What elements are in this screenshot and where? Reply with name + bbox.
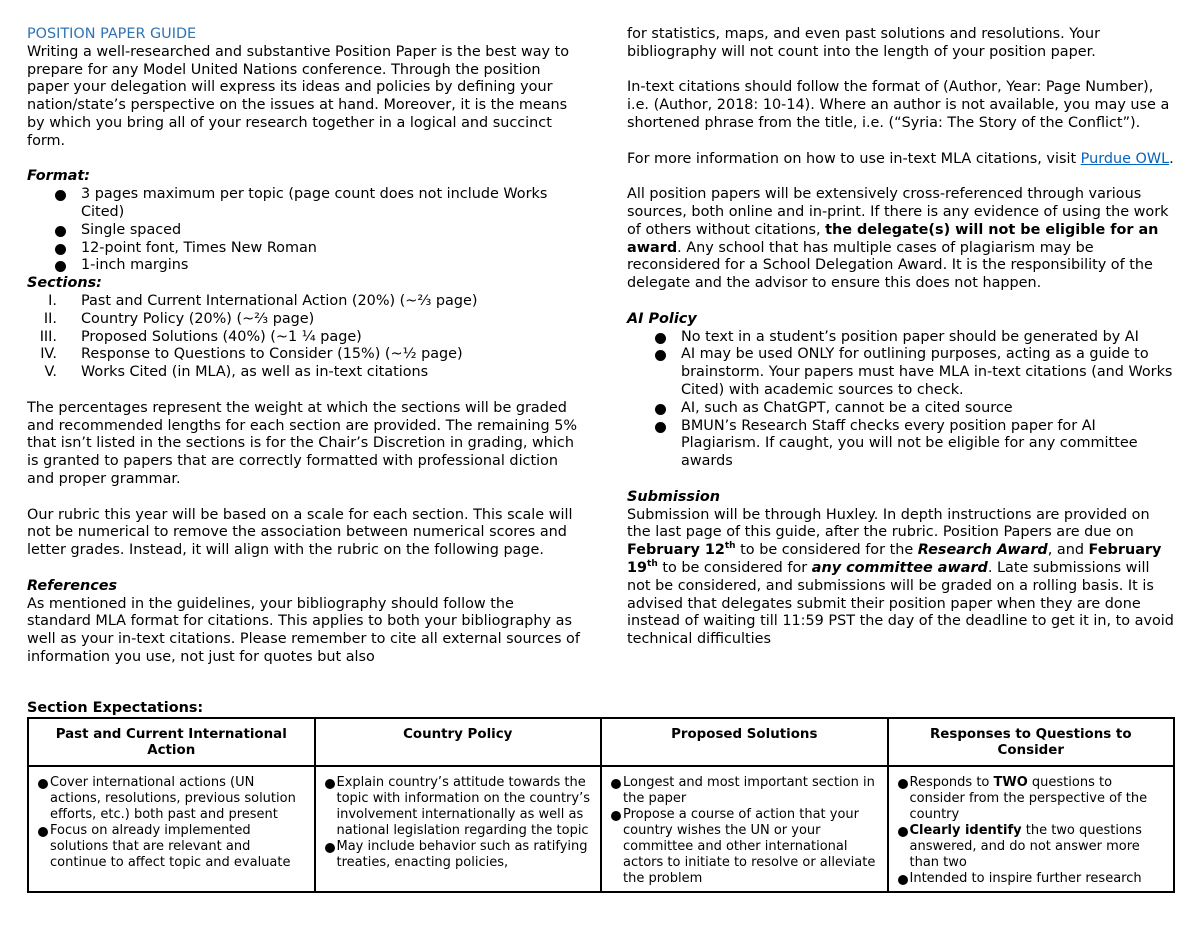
submission-text: to be considered for the [735, 542, 918, 559]
cell-bullet: Longest and most important section in the paper [610, 775, 881, 807]
section-text: Proposed Solutions (40%) (~1 ¼ page) [81, 328, 362, 345]
sections-heading: Sections: [27, 275, 102, 292]
submission-heading: Submission [627, 488, 721, 505]
format-item: 1-inch margins [55, 257, 580, 275]
cell-bullet: Cover international actions (UN actions, resolutions, previous solution efforts, etc.) both past and present [37, 775, 308, 823]
intext-paragraph: In-text citations should follow the format of (Author, Year: Page Number), i.e. (Author, 2018: 10-14). Where an author is not available, you may use a shortened phrase from the title, i.e. (“Syria: The Story of the Conflict”). [627, 79, 1170, 131]
table-cell [28, 766, 315, 892]
crossref-bold: the delegate(s) will not be eligible for an award [627, 221, 1159, 256]
due-date-1-text: February 12 [627, 542, 725, 559]
section-number: III. [39, 328, 57, 345]
table-cell [315, 766, 602, 892]
crossref-text: All position papers will be extensively cross-referenced through various sources, both online and in-print. If there is any evidence of using the work of others without citations, [627, 186, 1169, 238]
ordinal-suffix: th [724, 541, 736, 552]
purdue-owl-link[interactable]: Purdue OWL [1080, 150, 1170, 167]
table-row [28, 766, 1174, 892]
section-item [27, 329, 580, 347]
crossref-paragraph [627, 186, 1175, 293]
page-title: POSITION PAPER GUIDE [27, 26, 197, 42]
cell-bullet: Intended to inspire further research [897, 871, 1168, 887]
submission-text: to be considered for [657, 559, 812, 576]
submission-text: . Late submissions will not be considered, and submissions will be graded on a rolling basis. It is advised that delegates submit their position paper when they are done instead of waiting till 11:59 PST the day of the deadline to get it in, to avoid technical difficulties [627, 559, 1174, 648]
cell-text: Responds to [909, 775, 994, 790]
ai-policy-heading: AI Policy [627, 310, 697, 327]
cell-bold: Clearly identify [909, 823, 1022, 838]
column-header: Country Policy [315, 718, 602, 766]
ai-policy-item: AI may be used ONLY for outlining purposes, acting as a guide to brainstorm. Your papers must have MLA in-text citations (and Works Cited) with academic sources to check. [655, 346, 1175, 399]
section-text: Response to Questions to Consider (15%) (~½ page) [81, 346, 463, 363]
more-info-paragraph: For more information on how to use in-text MLA citations, visit Purdue OWL. [627, 150, 1174, 167]
column-header: Proposed Solutions [601, 718, 888, 766]
ai-policy-item: BMUN’s Research Staff checks every position paper for AI Plagiarism. If caught, you will not be eligible for any committee awards [655, 418, 1175, 471]
section-item [27, 346, 580, 364]
format-heading: Format: [27, 168, 91, 185]
references-paragraph: As mentioned in the guidelines, your bibliography should follow the standard MLA format for citations. This applies to both your bibliography as well as your in-text citations. Please remember to cite all external sources of information you use, not just for quotes but also [27, 595, 580, 665]
section-number: II. [43, 310, 57, 327]
section-item [27, 364, 580, 382]
section-number: I. [48, 292, 57, 309]
ai-policy-list [627, 329, 1175, 471]
section-expectations-title: Section Expectations: [27, 700, 204, 716]
table-cell [601, 766, 888, 892]
format-list [27, 186, 580, 275]
section-number: IV. [40, 346, 57, 363]
cell-bullet [897, 823, 1168, 871]
cell-bullet [897, 775, 1168, 823]
cell-bullet: Focus on already implemented solutions that are relevant and continue to affect topic and evaluate [37, 823, 308, 871]
section-text: Works Cited (in MLA), as well as in-text citations [81, 364, 429, 381]
section-item [27, 311, 580, 329]
cell-text: the two questions answered, and do not answer more than two [909, 823, 1142, 870]
submission-text: Submission will be through Huxley. In depth instructions are provided on the last page of this guide, after the rubric. Position Papers are due on [627, 506, 1150, 541]
format-item: Single spaced [55, 222, 580, 240]
section-number: V. [44, 364, 57, 381]
percentages-paragraph: The percentages represent the weight at which the sections will be graded and recommended lengths for each section are provided. The remaining 5% that isn’t listed in the sections is for the Chair’s Discretion in grading, which is granted to papers that are correctly formatted with professional diction and proper grammar. [27, 399, 578, 487]
submission-paragraph [627, 507, 1175, 649]
more-info-text: For more information on how to use in-text MLA citations, visit [627, 150, 1081, 167]
table-cell [888, 766, 1175, 892]
cell-bullet: May include behavior such as ratifying treaties, enacting policies, [324, 839, 595, 871]
format-item: 3 pages maximum per topic (page count does not include Works Cited) [55, 186, 580, 222]
intro-paragraph: Writing a well-researched and substantive Position Paper is the best way to prepare for any Model United Nations conference. Through the position paper your delegation will express its ideas and policies by defining your nation/state’s perspective on the issues at hand. Moreover, it is the means by which you bring all of your research together in a logical and succinct form. [27, 43, 570, 149]
rubric-paragraph: Our rubric this year will be based on a scale for each section. This scale will not be numerical to remove the association between numerical scores and letter grades. Instead, it will align with the rubric on the following page. [27, 506, 573, 559]
submission-text: , and [1047, 542, 1089, 559]
section-text: Past and Current International Action (20%) (~⅔ page) [81, 292, 478, 309]
left-column [27, 26, 580, 667]
ai-policy-item: No text in a student’s position paper should be generated by AI [655, 329, 1175, 347]
references-continued: for statistics, maps, and even past solutions and resolutions. Your bibliography will not count into the length of your position paper. [627, 26, 1101, 60]
sections-list [27, 293, 580, 382]
research-award: Research Award [917, 542, 1048, 559]
due-date-2-text: February 19 [627, 542, 1162, 576]
committee-award: any committee award [811, 559, 988, 576]
section-expectations-table [27, 717, 1175, 893]
table-header-row [28, 718, 1174, 766]
column-header: Responses to Questions to Consider [888, 718, 1175, 766]
right-column [627, 26, 1175, 649]
column-header: Past and Current International Action [28, 718, 315, 766]
format-item: 12-point font, Times New Roman [55, 240, 580, 258]
references-heading: References [27, 577, 118, 594]
cell-bullet: Propose a course of action that your country wishes the UN or your committee and other international actors to initiate to resolve or alleviate the problem [610, 807, 881, 887]
cell-bullet: Explain country’s attitude towards the topic with information on the country’s involvement internationally as well as national legislation regarding the topic [324, 775, 595, 839]
crossref-text: . Any school that has multiple cases of plagiarism may be reconsidered for a School Delegation Award. It is the responsibility of the delegate and the advisor to ensure this does not happen. [627, 239, 1153, 292]
ai-policy-item: AI, such as ChatGPT, cannot be a cited source [655, 400, 1175, 418]
ordinal-suffix: th [647, 559, 658, 570]
cell-bold: TWO [993, 775, 1028, 790]
due-date-1 [627, 542, 736, 558]
section-item [27, 293, 580, 311]
cell-text: questions to consider from the perspective of the country [909, 775, 1148, 822]
section-text: Country Policy (20%) (~⅔ page) [81, 310, 315, 327]
